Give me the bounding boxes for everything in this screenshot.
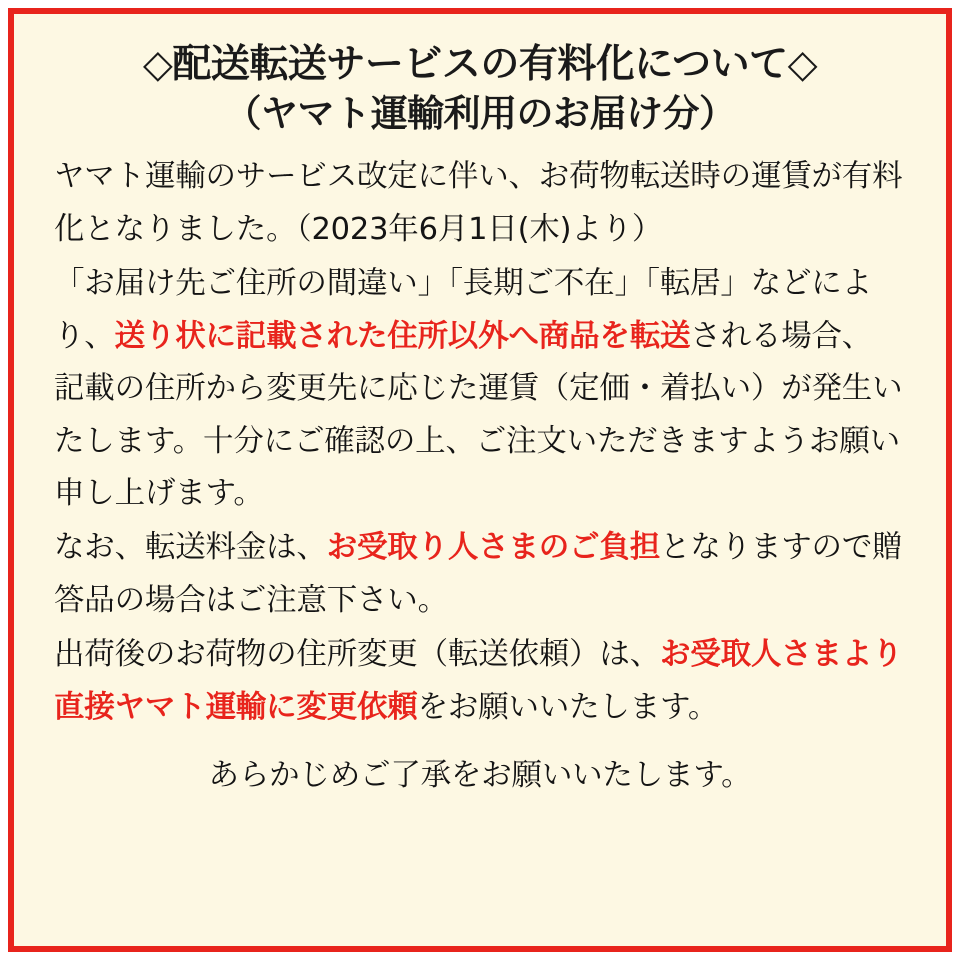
- notice-paragraph-2-highlight: 送り状に記載された住所以外へ商品を転送: [114, 318, 691, 354]
- notice-paragraph-2-text-before: 「お届け先ご住所の間違い」「長期ご不在」「転居」などにより、: [54, 266, 872, 354]
- notice-paragraph-3: [54, 522, 906, 627]
- notice-body: [40, 147, 920, 736]
- notice-paragraph-3-text-after: となりますので贈答品の場合はご注意下さい。: [54, 530, 903, 618]
- notice-paragraph-1-text: ヤマト運輸のサービス改定に伴い、お荷物転送時の運賃が有料化となりました。（2023年6月1日(木)より）: [54, 159, 903, 247]
- notice-paragraph-4-text-after: をお願いいたします。: [417, 689, 719, 725]
- notice-closing-line: あらかじめご了承をお願いいたします。: [208, 758, 752, 794]
- notice-paragraph-4: [54, 629, 906, 734]
- notice-paragraph-1: [54, 151, 906, 256]
- notice-title: [40, 40, 920, 137]
- notice-paragraph-2-text-after: される場合、 記載の住所から変更先に応じた運賃（定価・着払い）が発生いたします。十分にご確認の上、ご注文いただきますようお願い申し上げます。: [54, 318, 903, 511]
- notice-title-line-1: ◇配送転送サービスの有料化について◇: [142, 42, 818, 87]
- notice-paragraph-4-text-before: 出荷後のお荷物の住所変更（転送依頼）は、: [54, 637, 660, 673]
- notice-title-line-2: （ヤマト運輸利用のお届け分）: [224, 91, 736, 135]
- notice-paragraph-2: [54, 258, 906, 520]
- notice-paragraph-3-highlight: お受取り人さまのご負担: [326, 530, 661, 566]
- notice-paragraph-4-highlight: お受取人さまより直接ヤマト運輸に変更依頼: [54, 637, 903, 725]
- notice-paragraph-3-text-before: なお、転送料金は、: [54, 530, 327, 566]
- shipping-forwarding-notice-card: [8, 8, 952, 952]
